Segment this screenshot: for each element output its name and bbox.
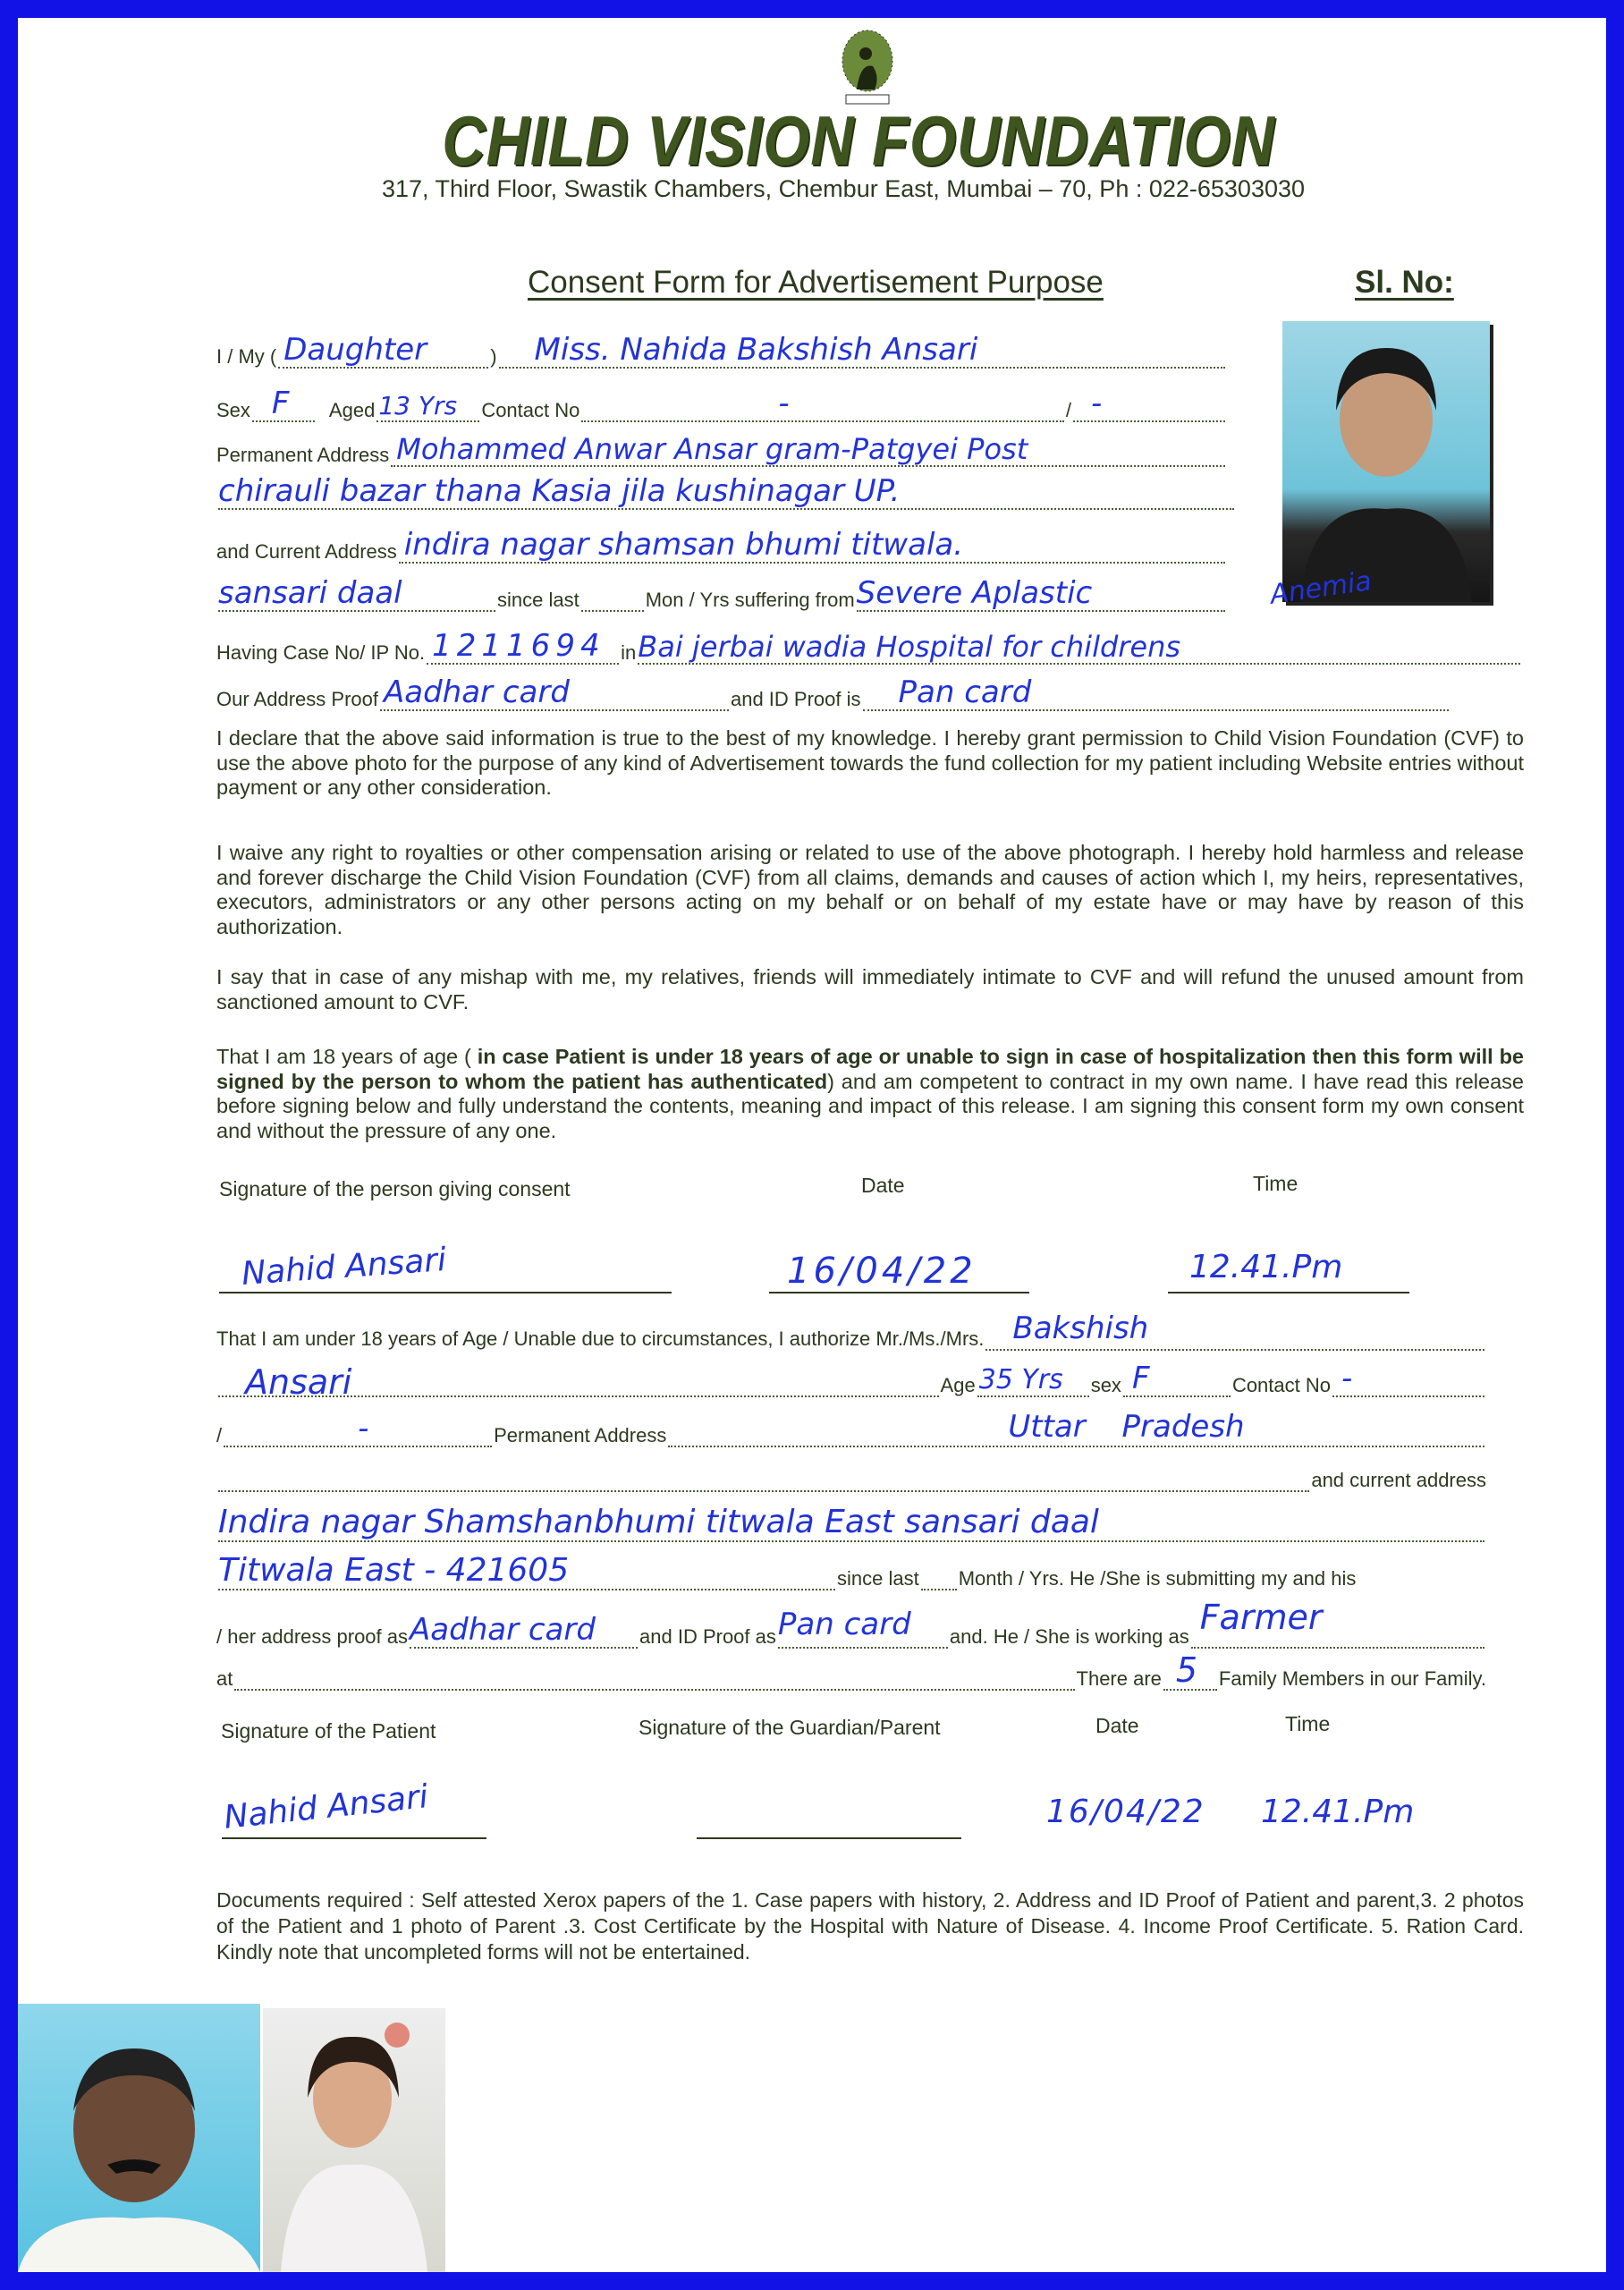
sex-field[interactable]	[252, 386, 315, 422]
guardian-sex-field[interactable]	[1123, 1361, 1231, 1397]
guardian-permanent-row	[216, 1409, 1486, 1447]
id-proof-field[interactable]	[863, 674, 1450, 711]
final-time-label: Time	[1285, 1712, 1331, 1735]
guardian-age-label: Age	[940, 1374, 976, 1396]
consent-signature-line[interactable]	[219, 1292, 672, 1293]
guardian-slash-label: /	[216, 1424, 223, 1446]
current-address-field[interactable]	[399, 527, 1225, 564]
aged-label: Aged	[328, 399, 376, 421]
guardian-age-row	[216, 1361, 1486, 1402]
suffering-field[interactable]	[856, 575, 1225, 612]
id-proof-label: and ID Proof is	[730, 688, 861, 710]
guardian-age-field[interactable]	[977, 1364, 1089, 1397]
person-photo-icon	[18, 2004, 260, 2272]
guardian-contact-value: -	[1341, 1361, 1353, 1396]
mishap-paragraph: I say that in case of any mishap with me, my relatives, friends will immediately intimate to CVF and will refund the unused amount from sanctioned amount to CVF.	[216, 965, 1524, 1014]
guardian-id-proof-value: Pan card	[777, 1607, 911, 1642]
case-number-field[interactable]	[427, 628, 619, 665]
age-value: 13 Yrs	[378, 391, 458, 420]
guardian-month-label: Month / Yrs. He /She is submitting my and his	[958, 1567, 1357, 1590]
guardian-current-value-2: Titwala East - 421605	[218, 1552, 570, 1589]
consent-signature: Nahid Ansari	[240, 1242, 448, 1293]
guardian-name-field[interactable]	[985, 1310, 1484, 1351]
patient-name-field[interactable]	[499, 332, 1225, 369]
sex-value: F	[271, 386, 290, 421]
age-paragraph-end: ) and am competent to contract in my own name. I have read this release before signing below and fully understand the contents, meaning and impact of this release. I am signing this consent form my own consent and without the pressure of any one.	[216, 1069, 1524, 1142]
suffering-value: Severe Aplastic	[856, 575, 1093, 611]
id-proof-value: Pan card	[898, 674, 1032, 710]
guardian-age-value: 35 Yrs	[978, 1364, 1063, 1395]
current-address-field-2[interactable]	[218, 575, 495, 612]
guardian-contact-field-2[interactable]	[224, 1411, 492, 1447]
guardian-permanent-field[interactable]	[668, 1409, 1484, 1447]
guardian-id-proof-label: and ID Proof as	[639, 1625, 776, 1648]
there-are-label: There are	[1076, 1667, 1162, 1690]
patient-signature-label: Signature of the Patient	[221, 1719, 436, 1743]
consent-date-value: 16/04/22	[787, 1251, 977, 1292]
contact-value-2: -	[1091, 386, 1103, 421]
current-address-label: and Current Address	[216, 540, 397, 563]
guardian-working-label: and. He / She is working as	[949, 1625, 1189, 1648]
address-proof-label: Our Address Proof	[216, 688, 378, 710]
guardian-id-proof-field[interactable]	[777, 1607, 948, 1649]
suffering-label: Mon / Yrs suffering from	[645, 589, 855, 611]
address-proof-field[interactable]	[380, 674, 729, 711]
guardian-sex-label: sex	[1090, 1374, 1121, 1396]
guardian-current-row-2	[216, 1552, 1522, 1590]
slash-label: /	[1065, 399, 1071, 421]
globe-logo-icon	[830, 27, 905, 109]
patient-photo	[1282, 321, 1490, 602]
permanent-address-field[interactable]	[391, 432, 1225, 467]
guardian-permanent-value: Uttar Pradesh	[1008, 1409, 1245, 1445]
contact-field-2[interactable]	[1073, 386, 1225, 422]
guardian-name-value-2: Ansari	[245, 1362, 352, 1402]
paren-label: )	[490, 345, 497, 368]
guardian-contact-label: Contact No	[1231, 1374, 1331, 1396]
waiver-paragraph: I waive any right to royalties or other compensation arising or related to use of the above photograph. I hereby hold harmless and release and forever discharge the Child Vision Foundation (CVF) from all claims, demands and causes of action which I, my heirs, representatives, executors, administrators or any other persons acting on my behalf or on behalf of my estate have or may have by reason of this authorization.	[216, 841, 1524, 938]
family-members-label: Family Members in our Family.	[1218, 1667, 1486, 1690]
age-field[interactable]	[376, 391, 479, 422]
serial-number-label: Sl. No:	[1355, 265, 1454, 300]
parent-photo-mother	[263, 2008, 445, 2272]
guardian-address-proof-value: Aadhar card	[410, 1612, 596, 1648]
guardian-occupation-value: Farmer	[1199, 1598, 1323, 1637]
patient-signature-line[interactable]	[222, 1837, 486, 1839]
hospital-value: Bai jerbai wadia Hospital for childrens	[638, 630, 1181, 664]
guardian-current-field[interactable]	[218, 1504, 1484, 1542]
guardian-current-label-row	[216, 1456, 1486, 1492]
in-label: in	[621, 641, 637, 664]
family-row	[216, 1650, 1486, 1691]
permanent-address-row	[216, 431, 1227, 467]
guardian-address-proof-label: / her address proof as	[216, 1625, 409, 1648]
guardian-since-label: since last	[837, 1567, 919, 1590]
age-paragraph-bold: in case Patient is under 18 years of age or unable to sign in case of hospitalization then this form will be signed by the person to whom the patient has authenticated	[216, 1045, 1525, 1093]
hospital-field[interactable]	[638, 630, 1520, 665]
guardian-current-value-1: Indira nagar Shamshanbhumi titwala East sansari daal	[218, 1504, 1099, 1540]
since-last-field[interactable]	[581, 589, 644, 612]
permanent-address-value-1: Mohammed Anwar Ansar gram-Patgyei Post	[396, 432, 1028, 466]
relation-field[interactable]	[278, 332, 488, 369]
consent-time-value: 12.41.Pm	[1189, 1249, 1343, 1285]
authorize-row	[216, 1310, 1486, 1351]
consent-time-line[interactable]	[1168, 1292, 1409, 1293]
age-paragraph-start: That I am 18 years of age (	[216, 1045, 478, 1068]
org-address: 317, Third Floor, Swastik Chambers, Chembur East, Mumbai – 70, Ph : 022-65303030	[381, 175, 1306, 202]
sex-label: Sex	[216, 399, 250, 421]
permanent-address-label: Permanent Address	[216, 444, 390, 466]
contact-field-1[interactable]	[581, 386, 1064, 422]
documents-required-note: Documents required : Self attested Xerox papers of the 1. Case papers with history, 2. Address and ID Proof of Patient and parent,3. 2 photos of the Patient and 1 photo of Parent .3. Cost Certificate by the Hospital with Nature of Disease. 4. Income Proof Certificate. 5. Ration Card. Kindly note that uncompleted forms will not be entertained.	[216, 1888, 1524, 1963]
guardian-proof-row	[216, 1598, 1486, 1649]
i-my-label: I / My (	[216, 345, 277, 368]
guardian-current-label: and current address	[1311, 1469, 1486, 1491]
consent-date-label: Date	[861, 1174, 905, 1197]
at-label: at	[216, 1667, 233, 1690]
case-number-row	[216, 629, 1522, 665]
guardian-occupation-field[interactable]	[1191, 1598, 1484, 1649]
current-address-value-1: indira nagar shamsan bhumi titwala.	[403, 527, 964, 563]
guardian-current-row	[216, 1506, 1486, 1542]
current-address-row	[216, 528, 1227, 564]
final-time-value: 12.41.Pm	[1261, 1794, 1415, 1830]
current-address-suffering-row	[216, 576, 1227, 612]
age-paragraph	[216, 1045, 1524, 1143]
proof-row	[216, 675, 1451, 711]
since-last-label: since last	[497, 589, 579, 611]
sex-age-contact-row	[216, 386, 1227, 422]
parent-photo-father	[18, 2004, 260, 2272]
family-count-field[interactable]	[1163, 1650, 1217, 1691]
family-count-value: 5	[1175, 1650, 1198, 1690]
guardian-signature-label: Signature of the Guardian/Parent	[639, 1716, 941, 1739]
guardian-contact-value-2: -	[358, 1411, 369, 1446]
org-name: CHILD VISION FOUNDATION	[442, 101, 1275, 180]
person-photo-icon	[1282, 321, 1490, 602]
permanent-address-row-2	[216, 474, 1236, 510]
guardian-permanent-label: Permanent Address	[494, 1424, 667, 1446]
consent-time-label: Time	[1253, 1172, 1298, 1195]
guardian-contact-field[interactable]	[1332, 1361, 1484, 1397]
form-title: Consent Form for Advertisement Purpose	[528, 265, 1104, 300]
case-number-label: Having Case No/ IP No.	[216, 641, 426, 664]
permanent-address-value-2: chirauli bazar thana Kasia jila kushinagar UP.	[218, 473, 901, 509]
guardian-signature-line[interactable]	[697, 1837, 961, 1839]
permanent-address-field-2[interactable]	[218, 473, 1234, 510]
guardian-current-field-2[interactable]	[218, 1552, 835, 1590]
guardian-since-field[interactable]	[921, 1567, 957, 1590]
patient-signature: Nahid Ansari	[222, 1778, 430, 1836]
guardian-name-value-1: Bakshish	[1012, 1310, 1149, 1346]
final-date-label: Date	[1095, 1714, 1139, 1737]
guardian-name-field-2[interactable]	[218, 1362, 939, 1402]
guardian-blank-field[interactable]	[218, 1469, 1309, 1492]
consent-signature-label: Signature of the person giving consent	[219, 1177, 571, 1200]
contact-label: Contact No	[481, 399, 580, 421]
suffering-value-2: Anemia	[1268, 565, 1374, 611]
current-address-value-2: sansari daal	[218, 575, 402, 611]
person-photo-icon	[263, 2008, 445, 2272]
relation-value: Daughter	[283, 332, 427, 368]
consent-date-line[interactable]	[769, 1292, 1029, 1293]
final-date-value: 16/04/22	[1046, 1794, 1205, 1830]
at-field[interactable]	[234, 1667, 1074, 1691]
case-number-value: 1211694	[432, 628, 605, 664]
guardian-sex-value: F	[1131, 1361, 1150, 1396]
patient-name-value: Miss. Nahida Bakshish Ansari	[534, 332, 978, 368]
declaration-paragraph: I declare that the above said information is true to the best of my knowledge. I hereby grant permission to Child Vision Foundation (CVF) to use the above photo for the purpose of any kind of Advertisement towards the fund collection for my patient including Website entries without payment or any other consideration.	[216, 726, 1524, 799]
contact-value-1: -	[778, 386, 790, 421]
address-proof-value: Aadhar card	[383, 674, 570, 710]
guardian-address-proof-field[interactable]	[410, 1612, 638, 1649]
relation-name-row	[216, 333, 1227, 369]
authorize-label: That I am under 18 years of Age / Unable due to circumstances, I authorize Mr./Ms./Mrs.	[216, 1327, 985, 1350]
